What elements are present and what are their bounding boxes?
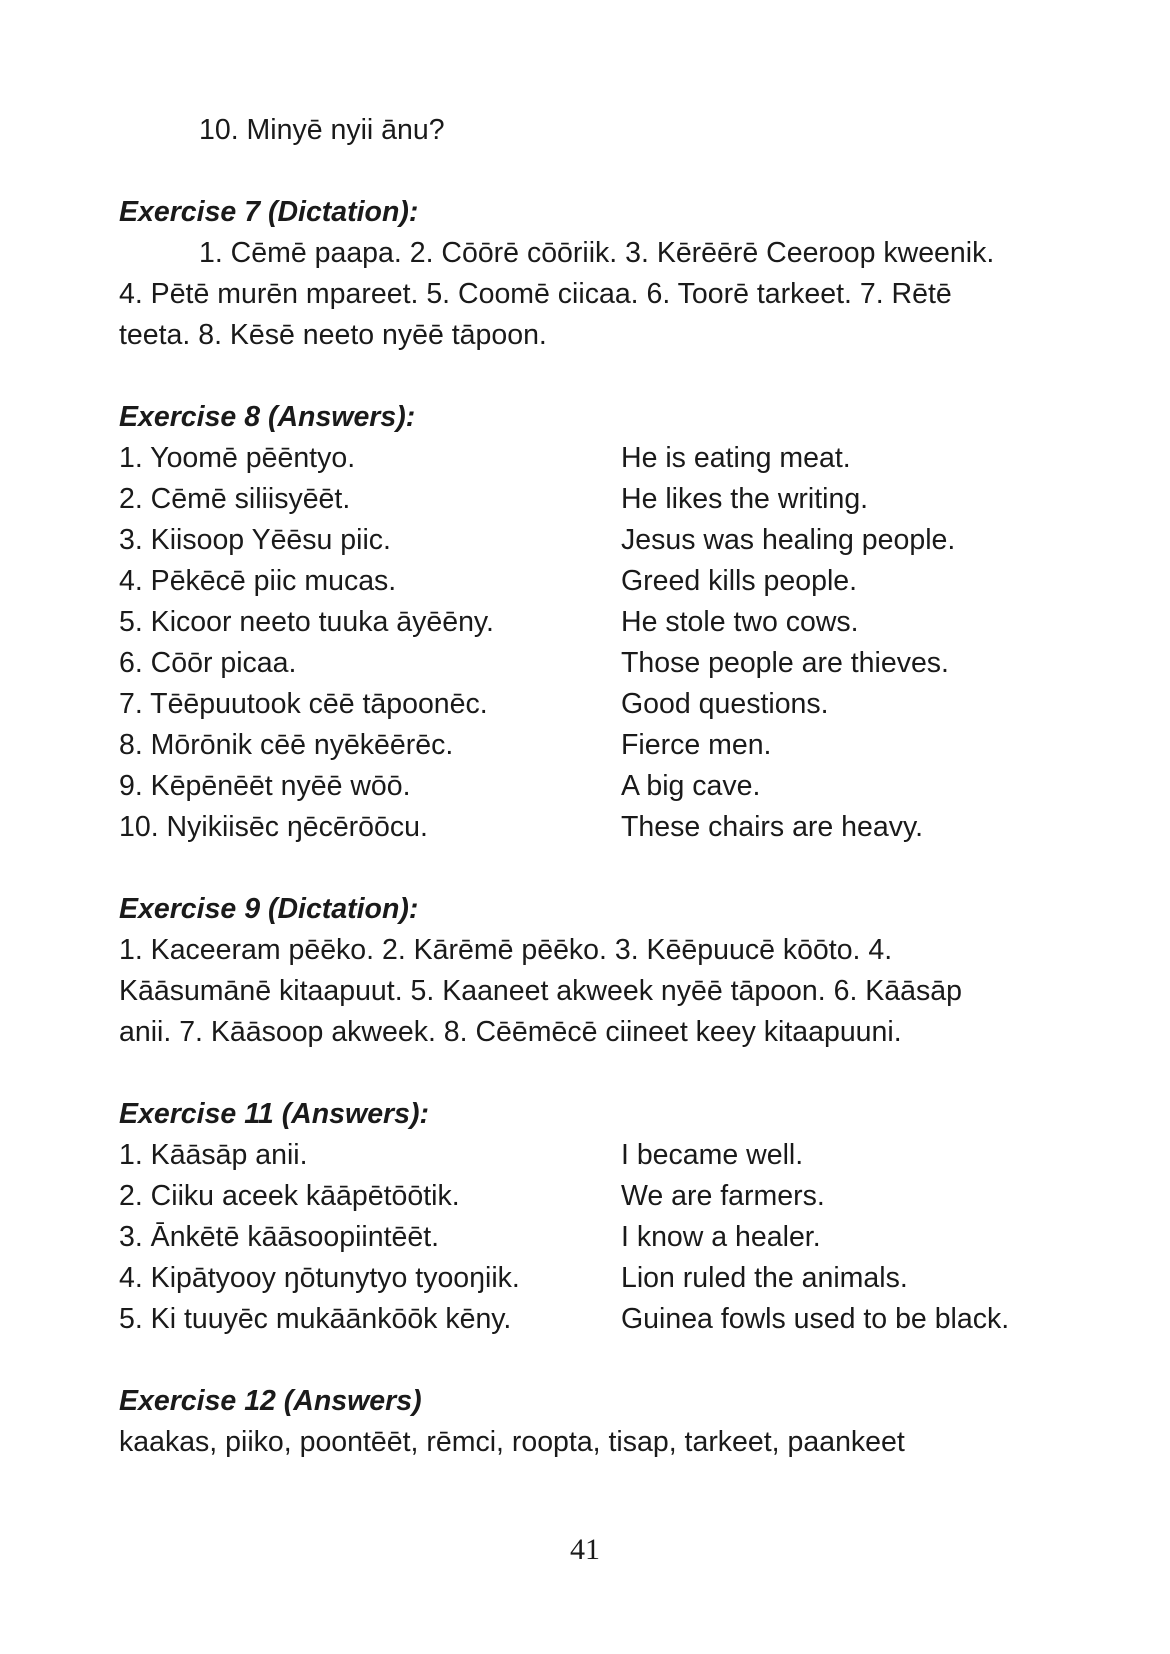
exercise-9-line-2: Kāāsumānē kitaapuut. 5. Kaaneet akweek nyēē tāpoon. 6. Kāāsāp	[119, 975, 962, 1007]
answer-row	[119, 1258, 1049, 1299]
spacer	[119, 848, 1049, 889]
spacer	[119, 1053, 1049, 1094]
answer-row	[119, 479, 1049, 520]
kalenjin-sentence: 7. Tēēpuutook cēē tāpoonēc.	[119, 688, 488, 720]
kalenjin-sentence: 5. Ki tuuyēc mukāānkōōk kēny.	[119, 1303, 512, 1335]
english-translation: He is eating meat.	[621, 442, 851, 474]
answer-row	[119, 725, 1049, 766]
kalenjin-sentence: 8. Mōrōnik cēē nyēkēērēc.	[119, 729, 454, 761]
exercise-12-answer-text: kaakas, piiko, poontēēt, rēmci, roopta, tisap, tarkeet, paankeet	[119, 1426, 905, 1458]
kalenjin-sentence: 1. Kāāsāp anii.	[119, 1139, 308, 1171]
answer-row	[119, 1176, 1049, 1217]
answer-row	[119, 1135, 1049, 1176]
kalenjin-sentence: 2. Ciiku aceek kāāpētōōtik.	[119, 1180, 460, 1212]
kalenjin-sentence: 10. Nyikiisēc ŋēcērōōcu.	[119, 811, 428, 843]
english-translation: A big cave.	[621, 770, 761, 802]
kalenjin-sentence: 5. Kicoor neeto tuuka āyēēny.	[119, 606, 494, 638]
spacer	[119, 151, 1049, 192]
answer-row	[119, 807, 1049, 848]
english-translation: Fierce men.	[621, 729, 772, 761]
exercise-11-answer-table	[119, 1135, 1049, 1340]
kalenjin-sentence: 9. Kēpēnēēt nyēē wōō.	[119, 770, 411, 802]
kalenjin-sentence: 4. Pēkēcē piic mucas.	[119, 565, 397, 597]
kalenjin-sentence: 3. Ānkētē kāāsoopiintēēt.	[119, 1221, 440, 1253]
answer-row	[119, 561, 1049, 602]
answer-row	[119, 520, 1049, 561]
english-translation: Jesus was healing people.	[621, 524, 956, 556]
exercise-8-answer-table	[119, 438, 1049, 848]
answer-row	[119, 643, 1049, 684]
exercise-7-line-2: 4. Pētē murēn mpareet. 5. Coomē ciicaa. 6. Toorē tarkeet. 7. Rētē	[119, 278, 952, 310]
english-translation: Guinea fowls used to be black.	[621, 1303, 1010, 1335]
exercise-8-heading: Exercise 8 (Answers):	[119, 401, 416, 433]
exercise-12-heading: Exercise 12 (Answers)	[119, 1385, 422, 1417]
english-translation: Greed kills people.	[621, 565, 858, 597]
answer-row	[119, 438, 1049, 479]
exercise-7-line-1: 1. Cēmē paapa. 2. Cōōrē cōōriik. 3. Kērēērē Ceeroop kweenik.	[199, 237, 995, 269]
exercise-6-item-10: 10. Minyē nyii ānu?	[199, 114, 445, 146]
exercise-7-line-3: teeta. 8. Kēsē neeto nyēē tāpoon.	[119, 319, 547, 351]
exercise-9-line-3: anii. 7. Kāāsoop akweek. 8. Cēēmēcē ciineet keey kitaapuuni.	[119, 1016, 902, 1048]
english-translation: These chairs are heavy.	[621, 811, 924, 843]
english-translation: I know a healer.	[621, 1221, 821, 1253]
spacer	[119, 1340, 1049, 1381]
exercise-9-heading: Exercise 9 (Dictation):	[119, 893, 419, 925]
answer-row	[119, 684, 1049, 725]
exercise-11-heading: Exercise 11 (Answers):	[119, 1098, 429, 1130]
answer-row	[119, 766, 1049, 807]
answer-row	[119, 1217, 1049, 1258]
exercise-7-heading: Exercise 7 (Dictation):	[119, 196, 419, 228]
english-translation: He stole two cows.	[621, 606, 859, 638]
kalenjin-sentence: 2. Cēmē siliisyēēt.	[119, 483, 351, 515]
kalenjin-sentence: 4. Kipātyooy ŋōtunytyo tyooŋiik.	[119, 1262, 520, 1294]
exercise-9-line-1: 1. Kaceeram pēēko. 2. Kārēmē pēēko. 3. Kēēpuucē kōōto. 4.	[119, 934, 893, 966]
kalenjin-sentence: 1. Yoomē pēēntyo.	[119, 442, 356, 474]
kalenjin-sentence: 6. Cōōr picaa.	[119, 647, 297, 679]
english-translation: I became well.	[621, 1139, 804, 1171]
english-translation: He likes the writing.	[621, 483, 869, 515]
english-translation: Lion ruled the animals.	[621, 1262, 908, 1294]
english-translation: We are farmers.	[621, 1180, 825, 1212]
english-translation: Good questions.	[621, 688, 829, 720]
answer-row	[119, 1299, 1049, 1340]
answer-row	[119, 602, 1049, 643]
kalenjin-sentence: 3. Kiisoop Yēēsu piic.	[119, 524, 391, 556]
english-translation: Those people are thieves.	[621, 647, 949, 679]
page-number: 41	[570, 1533, 600, 1566]
page-content	[119, 110, 1049, 1463]
spacer	[119, 356, 1049, 397]
